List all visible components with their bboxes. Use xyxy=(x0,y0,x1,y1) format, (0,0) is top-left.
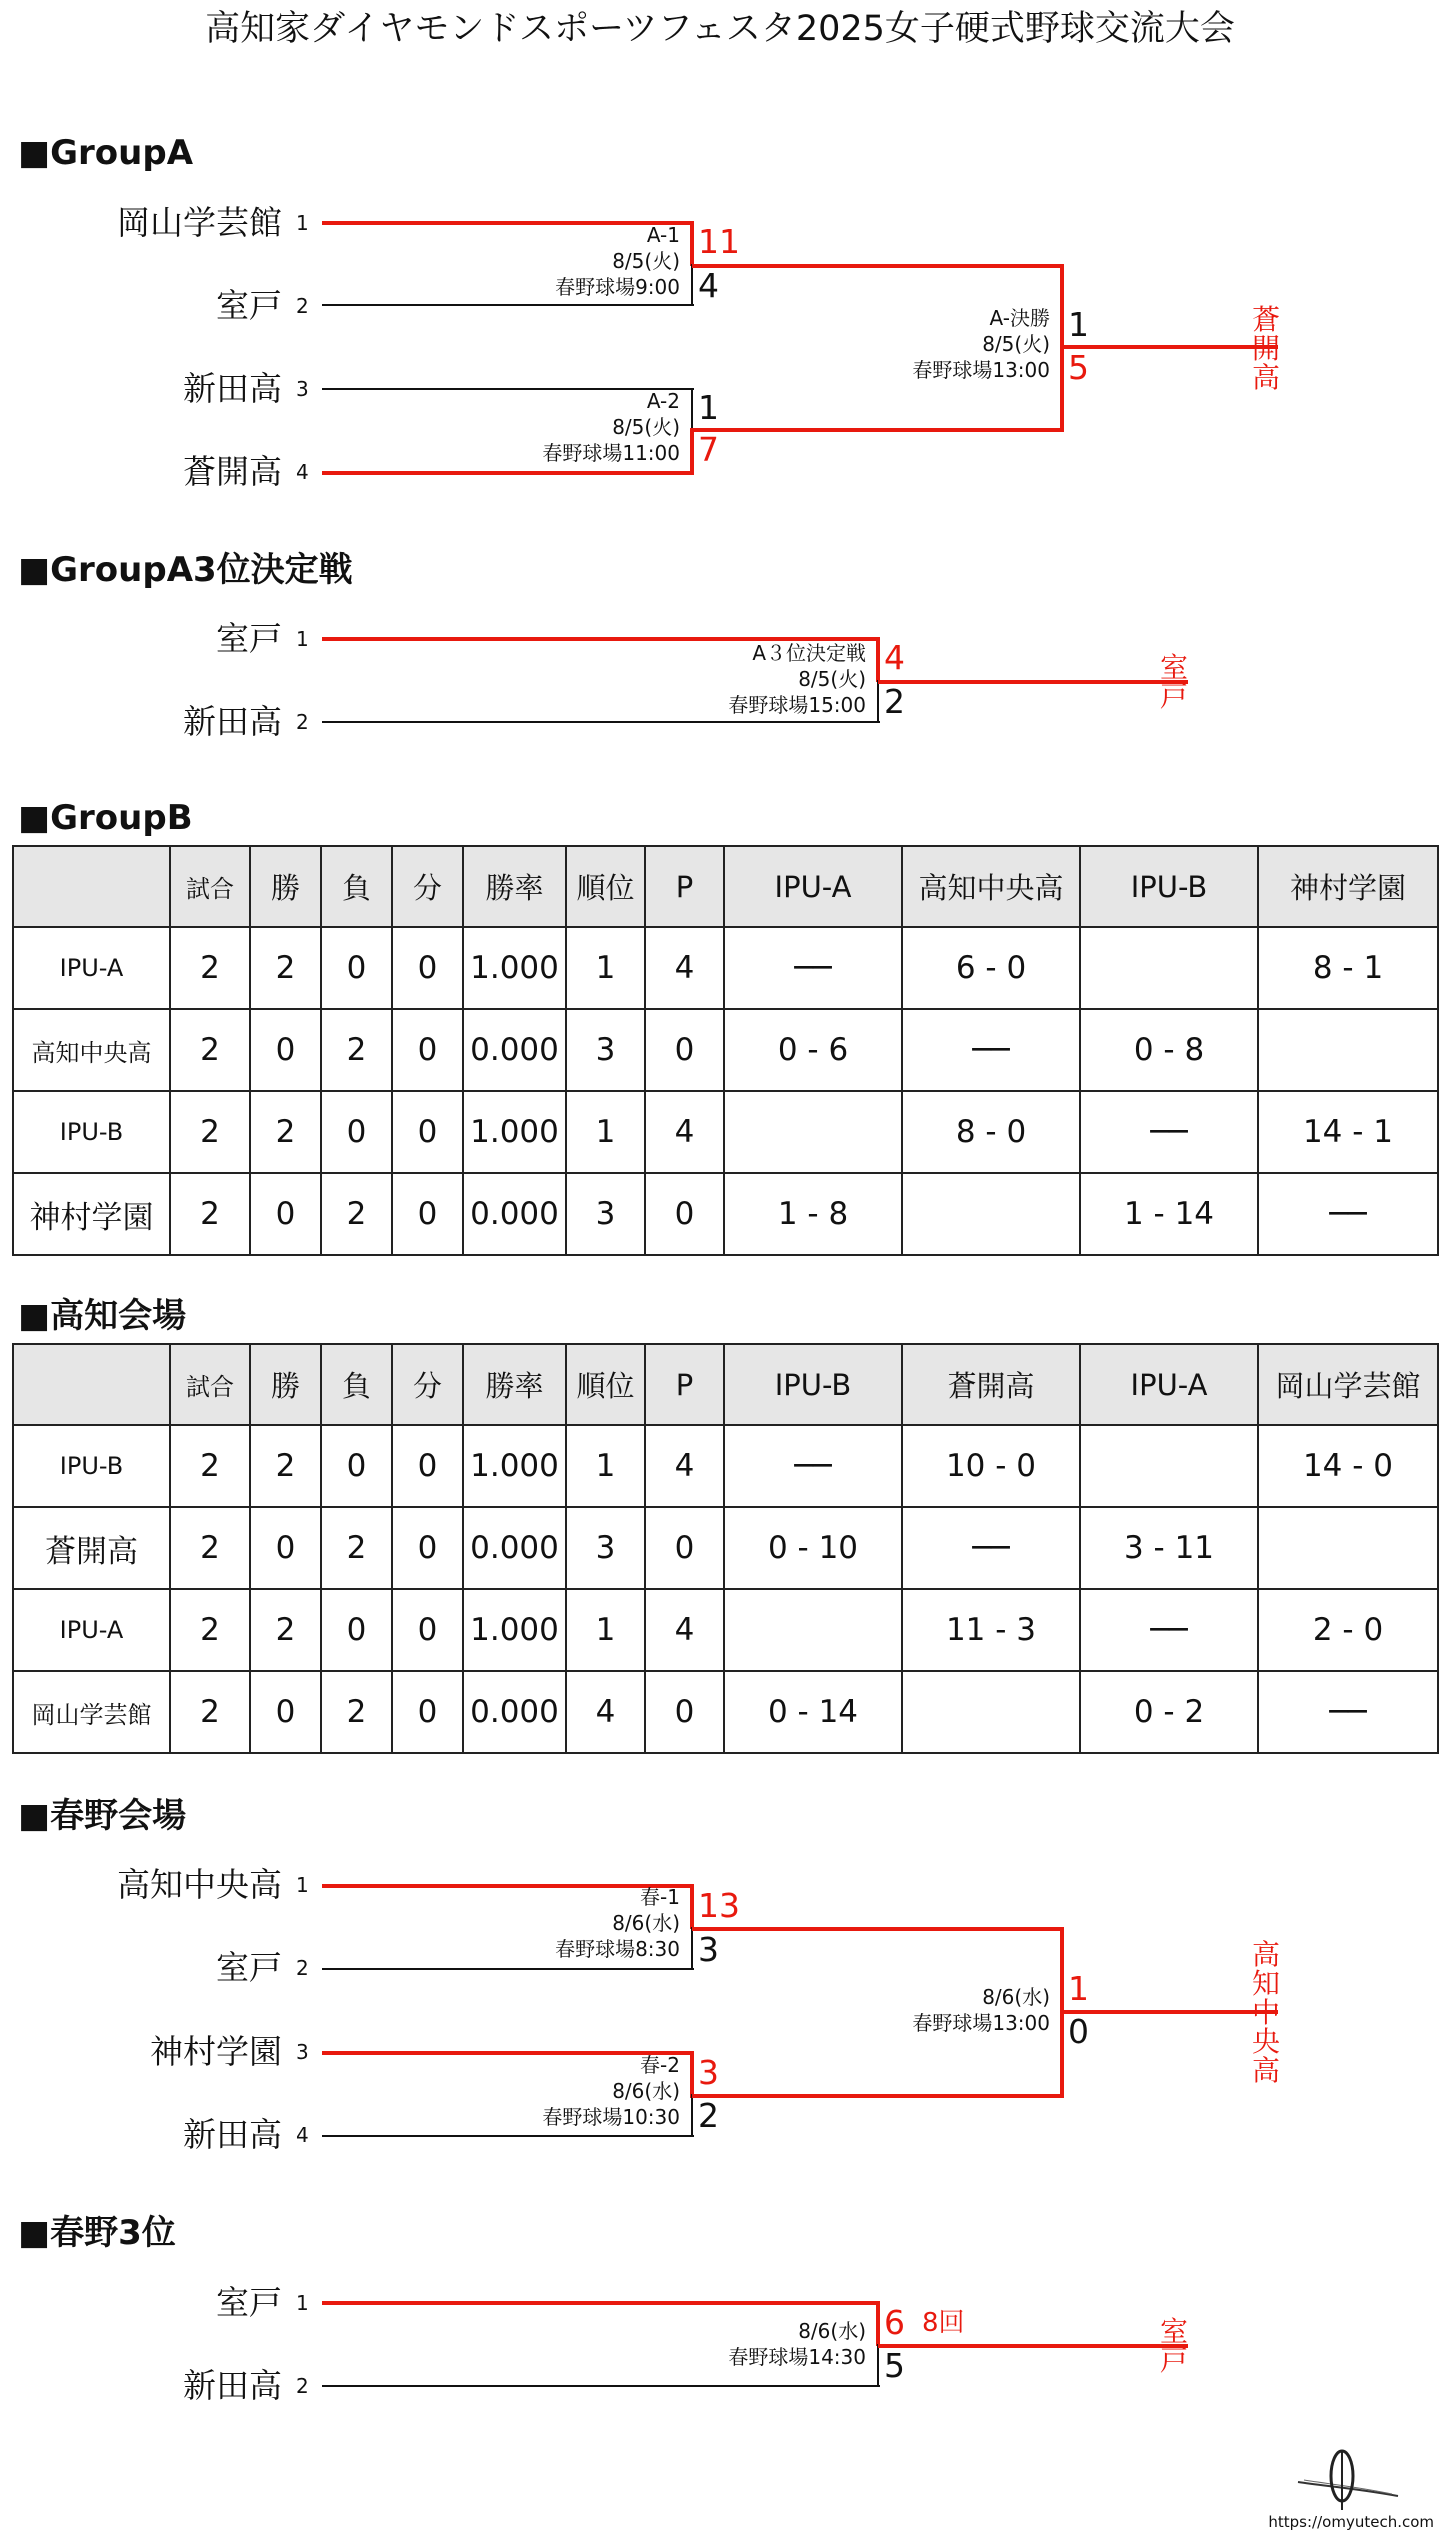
seed-number: 3 xyxy=(296,2040,309,2064)
bracket-line-winner xyxy=(878,680,1188,684)
seed-number: 2 xyxy=(296,294,309,318)
score-winner: 6 xyxy=(884,2303,905,2342)
table-cell: 1.000 xyxy=(463,927,566,1009)
table-cell: 0 xyxy=(250,1009,321,1091)
section-heading-haruno3: ■春野3位 xyxy=(18,2213,176,2253)
table-cell: 0.000 xyxy=(463,1671,566,1753)
table-cell: 2 xyxy=(250,1589,321,1671)
team-name: 新田高 xyxy=(183,2366,282,2405)
table-cell: 4 xyxy=(645,1425,724,1507)
extra-innings-note: 8回 xyxy=(922,2308,965,2338)
score: 2 xyxy=(884,682,905,721)
bracket-line xyxy=(322,2135,694,2137)
table-cell: 2 xyxy=(170,1507,250,1589)
table-cell xyxy=(902,1173,1080,1255)
score: 1 xyxy=(698,388,719,427)
table-cell: 2 xyxy=(170,927,250,1009)
table-cell: 0 xyxy=(645,1507,724,1589)
bracket-line-winner xyxy=(692,428,1064,432)
column-header: 分 xyxy=(392,846,463,927)
table-cell: 2 xyxy=(321,1173,392,1255)
table-cell: 0 xyxy=(392,1009,463,1091)
score: 4 xyxy=(698,266,719,305)
section-heading-haruno: ■春野会場 xyxy=(18,1796,187,1836)
table-header-corner xyxy=(13,846,170,927)
bracket-line-winner xyxy=(690,428,694,475)
table-cell: 1.000 xyxy=(463,1091,566,1173)
game-info xyxy=(728,2318,866,2370)
table-cell: 0 xyxy=(250,1671,321,1753)
table-cell: 0 xyxy=(321,927,392,1009)
champion-char: 知 xyxy=(1251,1967,1280,2000)
column-header: 試合 xyxy=(170,846,250,927)
table-cell: 0.000 xyxy=(463,1009,566,1091)
table-cell: 3 - 11 xyxy=(1080,1507,1258,1589)
seed-number: 1 xyxy=(296,627,309,651)
row-team-name: 蒼開高 xyxy=(13,1507,170,1589)
champion-name xyxy=(1248,305,1284,392)
bracket-line-winner xyxy=(322,2301,880,2305)
champion-char: 中 xyxy=(1251,1996,1280,2029)
winner-char: 戸 xyxy=(1159,680,1188,713)
column-header: 順位 xyxy=(566,846,645,927)
table-cell: 2 - 0 xyxy=(1258,1589,1438,1671)
section-heading-kochi: ■高知会場 xyxy=(18,1296,187,1336)
seed-number: 2 xyxy=(296,2374,309,2398)
bracket-line-winner xyxy=(690,221,694,266)
table-cell: 0 xyxy=(392,1507,463,1589)
table-cell: 0 - 14 xyxy=(724,1671,902,1753)
table-cell: 1 - 14 xyxy=(1080,1173,1258,1255)
table-cell: 0.000 xyxy=(463,1173,566,1255)
bracket-line-winner xyxy=(1062,2010,1278,2014)
column-header: 岡山学芸館 xyxy=(1258,1344,1438,1425)
bracket-line xyxy=(322,304,694,306)
game-label: A-2 xyxy=(646,389,680,413)
table-cell: 2 xyxy=(170,1425,250,1507)
bracket-line-winner xyxy=(876,2301,880,2346)
table-cell: 1 - 8 xyxy=(724,1173,902,1255)
table-cell: 0 xyxy=(321,1091,392,1173)
column-header: 勝 xyxy=(250,846,321,927)
team-name: 蒼開高 xyxy=(183,452,282,491)
seed-number: 2 xyxy=(296,1956,309,1980)
bracket-line xyxy=(691,1927,693,1970)
table-cell: ── xyxy=(724,1425,902,1507)
game-info xyxy=(542,388,680,466)
team-name: 室戸 xyxy=(216,1948,282,1987)
column-header: P xyxy=(645,846,724,927)
table-cell: ── xyxy=(724,927,902,1009)
table-cell xyxy=(1080,1425,1258,1507)
bracket-line xyxy=(877,680,879,723)
column-header: IPU-A xyxy=(1080,1344,1258,1425)
table-row xyxy=(13,1173,1438,1255)
champion-char: 高 xyxy=(1251,2054,1280,2087)
score-winner: 7 xyxy=(698,430,719,469)
champion-char: 央 xyxy=(1251,2025,1280,2058)
table-row xyxy=(13,1091,1438,1173)
table-cell: 14 - 0 xyxy=(1258,1425,1438,1507)
table-row xyxy=(13,1507,1438,1589)
table-cell: ── xyxy=(1258,1671,1438,1753)
table-cell: 1 xyxy=(566,1425,645,1507)
score-winner: 11 xyxy=(698,222,740,261)
game-venue: 春野球場15:00 xyxy=(728,693,866,717)
table-cell: ── xyxy=(1258,1173,1438,1255)
table-row xyxy=(13,1425,1438,1507)
game-label: 春-2 xyxy=(640,2053,680,2077)
table-header-row xyxy=(13,1344,1438,1425)
bracket-line xyxy=(877,2344,879,2387)
team-name: 岡山学芸館 xyxy=(117,203,282,242)
game-venue: 春野球場10:30 xyxy=(542,2105,680,2129)
winner-char: 室 xyxy=(1159,2315,1188,2348)
score-winner: 1 xyxy=(1068,1969,1089,2008)
table-row xyxy=(13,927,1438,1009)
table-cell: 8 - 0 xyxy=(902,1091,1080,1173)
table-cell: 0.000 xyxy=(463,1507,566,1589)
column-header: 勝率 xyxy=(463,1344,566,1425)
column-header: IPU-A xyxy=(724,846,902,927)
bracket-line-winner xyxy=(878,2344,1188,2348)
table-cell: ── xyxy=(1080,1589,1258,1671)
section-heading-groupB: ■GroupB xyxy=(18,798,193,838)
column-header: 蒼開高 xyxy=(902,1344,1080,1425)
column-header: 分 xyxy=(392,1344,463,1425)
score: 3 xyxy=(698,1930,719,1969)
bracket-line xyxy=(691,264,693,306)
team-name: 室戸 xyxy=(216,286,282,325)
score-winner: 4 xyxy=(884,638,905,677)
table-cell xyxy=(902,1671,1080,1753)
table-row xyxy=(13,1009,1438,1091)
game-venue: 春野球場11:00 xyxy=(542,441,680,465)
seed-number: 1 xyxy=(296,2291,309,2315)
table-cell: 0 xyxy=(321,1425,392,1507)
seed-number: 4 xyxy=(296,460,309,484)
score-winner: 5 xyxy=(1068,348,1089,387)
game-date: 8/6(水) xyxy=(798,2319,866,2343)
table-cell xyxy=(1080,927,1258,1009)
team-name: 新田高 xyxy=(183,702,282,741)
table-cell: 2 xyxy=(321,1671,392,1753)
seed-number: 1 xyxy=(296,211,309,235)
winner-name xyxy=(1156,653,1192,711)
game-info xyxy=(555,1884,680,1962)
team-name: 室戸 xyxy=(216,619,282,658)
table-cell: 3 xyxy=(566,1507,645,1589)
table-cell: 3 xyxy=(566,1173,645,1255)
column-header: IPU-B xyxy=(1080,846,1258,927)
champion-char: 高 xyxy=(1251,1938,1280,1971)
game-label: A-1 xyxy=(646,223,680,247)
table-cell: ── xyxy=(1080,1091,1258,1173)
column-header: 神村学園 xyxy=(1258,846,1438,927)
seed-number: 1 xyxy=(296,1873,309,1897)
row-team-name: 高知中央高 xyxy=(13,1009,170,1091)
table-cell: 2 xyxy=(321,1507,392,1589)
winner-char: 室 xyxy=(1159,651,1188,684)
bracket-line xyxy=(322,2385,880,2387)
page-title: 高知家ダイヤモンドスポーツフェスタ2025女子硬式野球交流大会 xyxy=(205,9,1235,49)
table-cell: 2 xyxy=(250,1091,321,1173)
table-cell: 4 xyxy=(645,927,724,1009)
bracket-line-winner xyxy=(692,1927,1064,1931)
table-cell: 2 xyxy=(170,1173,250,1255)
table-cell: 0 xyxy=(250,1173,321,1255)
game-label: 春-1 xyxy=(640,1885,680,1909)
standings-table-kochi xyxy=(12,1343,1439,1754)
game-date: 8/6(水) xyxy=(612,2079,680,2103)
team-name: 新田高 xyxy=(183,369,282,408)
table-cell: 3 xyxy=(566,1009,645,1091)
column-header: 順位 xyxy=(566,1344,645,1425)
omyutech-logo-icon xyxy=(1294,2440,1404,2515)
bracket-line xyxy=(691,388,693,430)
table-cell: 0 xyxy=(392,1589,463,1671)
bracket-line-winner xyxy=(876,637,880,682)
column-header: 負 xyxy=(321,846,392,927)
team-name: 室戸 xyxy=(216,2283,282,2322)
champion-char: 蒼 xyxy=(1251,303,1280,336)
column-header: 負 xyxy=(321,1344,392,1425)
table-cell: 4 xyxy=(645,1589,724,1671)
table-cell: 2 xyxy=(250,927,321,1009)
table-cell: 10 - 0 xyxy=(902,1425,1080,1507)
table-cell: 2 xyxy=(170,1091,250,1173)
bracket-line-winner xyxy=(692,264,1064,268)
table-cell: 0 xyxy=(392,1425,463,1507)
row-team-name: IPU-B xyxy=(13,1091,170,1173)
table-cell xyxy=(1258,1009,1438,1091)
bracket-line-winner xyxy=(322,471,694,475)
table-cell: 0 - 10 xyxy=(724,1507,902,1589)
table-cell: 1 xyxy=(566,1091,645,1173)
table-cell: 2 xyxy=(170,1009,250,1091)
row-team-name: IPU-B xyxy=(13,1425,170,1507)
table-cell: 0 xyxy=(250,1507,321,1589)
table-cell: 2 xyxy=(321,1009,392,1091)
score: 1 xyxy=(1068,305,1089,344)
table-cell xyxy=(724,1091,902,1173)
game-info xyxy=(912,1984,1050,2036)
table-cell: 4 xyxy=(645,1091,724,1173)
table-cell: 0 xyxy=(645,1009,724,1091)
table-cell: ── xyxy=(902,1507,1080,1589)
bracket-line xyxy=(691,2094,693,2137)
game-date: 8/6(水) xyxy=(982,1985,1050,2009)
score: 2 xyxy=(698,2096,719,2135)
table-cell: 4 xyxy=(566,1671,645,1753)
team-name: 新田高 xyxy=(183,2115,282,2154)
table-cell: 14 - 1 xyxy=(1258,1091,1438,1173)
column-header: 試合 xyxy=(170,1344,250,1425)
table-cell: 0 xyxy=(645,1671,724,1753)
game-venue: 春野球場14:30 xyxy=(728,2345,866,2369)
site-url: https://omyutech.com xyxy=(1268,2513,1434,2531)
table-cell: 0 xyxy=(321,1589,392,1671)
table-cell: 8 - 1 xyxy=(1258,927,1438,1009)
table-cell: 0 - 8 xyxy=(1080,1009,1258,1091)
table-cell: 6 - 0 xyxy=(902,927,1080,1009)
game-info xyxy=(542,2052,680,2130)
row-team-name: IPU-A xyxy=(13,1589,170,1671)
row-team-name: 岡山学芸館 xyxy=(13,1671,170,1753)
game-venue: 春野球場13:00 xyxy=(912,358,1050,382)
table-cell: 11 - 3 xyxy=(902,1589,1080,1671)
table-cell: 1 xyxy=(566,927,645,1009)
seed-number: 3 xyxy=(296,377,309,401)
table-cell: 2 xyxy=(170,1589,250,1671)
team-name: 高知中央高 xyxy=(117,1865,282,1904)
column-header: P xyxy=(645,1344,724,1425)
column-header: 高知中央高 xyxy=(902,846,1080,927)
bracket-line xyxy=(322,721,880,723)
champion-char: 高 xyxy=(1251,361,1280,394)
bracket-line-winner xyxy=(692,2094,1064,2098)
game-info xyxy=(912,305,1050,383)
table-header-corner xyxy=(13,1344,170,1425)
table-cell: 0 xyxy=(392,1173,463,1255)
score-winner: 13 xyxy=(698,1886,740,1925)
game-label: A-決勝 xyxy=(989,306,1050,330)
table-cell: 0 - 2 xyxy=(1080,1671,1258,1753)
table-row xyxy=(13,1671,1438,1753)
score: 5 xyxy=(884,2346,905,2385)
table-cell: 0 xyxy=(392,1091,463,1173)
champion-char: 開 xyxy=(1251,332,1280,365)
bracket-line-winner xyxy=(690,2051,694,2098)
table-cell xyxy=(1258,1507,1438,1589)
game-venue: 春野球場8:30 xyxy=(555,1937,680,1961)
table-cell: 1 xyxy=(566,1589,645,1671)
game-info xyxy=(728,640,866,718)
column-header: 勝 xyxy=(250,1344,321,1425)
score-winner: 3 xyxy=(698,2053,719,2092)
table-row xyxy=(13,1589,1438,1671)
row-team-name: 神村学園 xyxy=(13,1173,170,1255)
standings-table-groupB xyxy=(12,845,1439,1256)
seed-number: 2 xyxy=(296,710,309,734)
section-heading-groupA3: ■GroupA3位決定戦 xyxy=(18,550,353,590)
game-date: 8/5(火) xyxy=(612,415,680,439)
table-cell: 2 xyxy=(170,1671,250,1753)
row-team-name: IPU-A xyxy=(13,927,170,1009)
score: 0 xyxy=(1068,2012,1089,2051)
game-date: 8/5(火) xyxy=(612,249,680,273)
column-header: IPU-B xyxy=(724,1344,902,1425)
table-cell: 0 xyxy=(392,1671,463,1753)
champion-name xyxy=(1248,1940,1284,2085)
game-date: 8/6(水) xyxy=(612,1911,680,1935)
winner-char: 戸 xyxy=(1159,2344,1188,2377)
seed-number: 4 xyxy=(296,2123,309,2147)
winner-name xyxy=(1156,2317,1192,2375)
game-date: 8/5(火) xyxy=(798,667,866,691)
table-cell: ── xyxy=(902,1009,1080,1091)
team-name: 神村学園 xyxy=(150,2032,282,2071)
game-label: A３位決定戦 xyxy=(752,641,866,665)
column-header: 勝率 xyxy=(463,846,566,927)
table-header-row xyxy=(13,846,1438,927)
bracket-line-winner xyxy=(690,1884,694,1929)
bracket-line-winner xyxy=(1062,345,1278,349)
table-cell: 0 - 6 xyxy=(724,1009,902,1091)
game-venue: 春野球場9:00 xyxy=(555,275,680,299)
table-cell: 2 xyxy=(250,1425,321,1507)
game-venue: 春野球場13:00 xyxy=(912,2011,1050,2035)
game-info xyxy=(555,222,680,300)
section-heading-groupA: ■GroupA xyxy=(18,133,194,173)
table-cell xyxy=(724,1589,902,1671)
table-cell: 1.000 xyxy=(463,1589,566,1671)
game-date: 8/5(火) xyxy=(982,332,1050,356)
table-cell: 1.000 xyxy=(463,1425,566,1507)
bracket-line xyxy=(322,1968,694,1970)
table-cell: 0 xyxy=(392,927,463,1009)
table-cell: 0 xyxy=(645,1173,724,1255)
